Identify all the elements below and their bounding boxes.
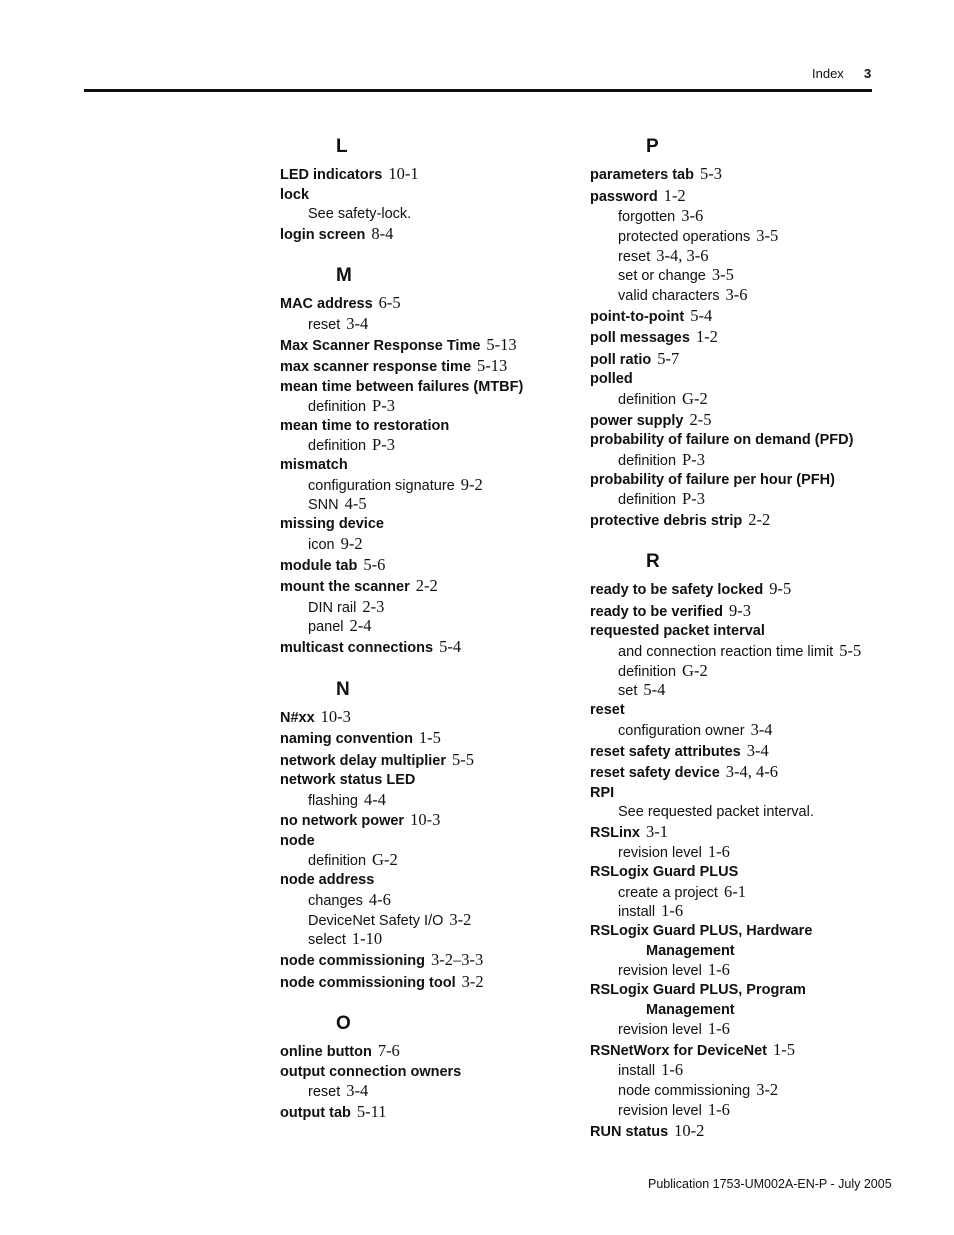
sub-entry xyxy=(590,843,890,863)
entry-term: probability of failure on demand (PFD) xyxy=(590,432,854,449)
entry-term: lock xyxy=(280,186,310,203)
index-entry xyxy=(590,784,890,804)
sub-entry-text: changes xyxy=(308,892,363,909)
sub-entry xyxy=(280,397,570,417)
entry-pages: 5-13 xyxy=(486,334,517,354)
entry-term: output connection owners xyxy=(280,1063,462,1080)
sub-entry-pages: 4-4 xyxy=(363,789,386,809)
entry-pages: 10-1 xyxy=(388,164,419,183)
entry-pages: 7-6 xyxy=(377,1041,400,1061)
entry-term: online button xyxy=(280,1044,372,1061)
sub-entry xyxy=(280,911,570,931)
entry-pages: 5-11 xyxy=(356,1101,387,1121)
sub-entry xyxy=(590,721,890,741)
sub-entry-pages: 2-3 xyxy=(362,596,385,616)
sub-entry xyxy=(590,451,890,471)
index-entry xyxy=(590,186,890,208)
entry-pages: 3-1 xyxy=(645,821,668,841)
entry-pages: 5-13 xyxy=(477,356,508,376)
index-entry xyxy=(590,510,890,532)
publication-footer: Publication 1753-UM002A-EN-P - July 2005 xyxy=(648,1177,892,1191)
section-letter: N xyxy=(336,678,350,700)
entry-term-continued: Management xyxy=(646,942,735,959)
entry-term: reset xyxy=(590,702,625,719)
entry-term: output tab xyxy=(280,1104,351,1121)
entry-term: RSLinx xyxy=(590,824,640,841)
index-entry xyxy=(590,741,890,763)
sub-entry-text: definition xyxy=(618,452,677,469)
entry-pages: 3-4, 4-6 xyxy=(725,762,779,782)
entry-pages: 1-5 xyxy=(418,728,441,748)
header-rule xyxy=(84,89,872,92)
index-entry xyxy=(590,1121,890,1143)
entry-term: missing device xyxy=(280,516,384,533)
sub-entry-pages: 3-4 xyxy=(346,1081,369,1101)
index-entry xyxy=(590,981,890,1001)
sub-entry-text: definition xyxy=(308,399,367,416)
entry-pages: 1-2 xyxy=(663,185,686,205)
sub-entry-text: reset xyxy=(308,316,341,333)
sub-entry-pages: 1-10 xyxy=(351,929,383,949)
sub-entry-pages: 6-1 xyxy=(723,881,746,901)
entry-pages: 3-4 xyxy=(746,740,769,760)
entry-term: mean time between failures (MTBF) xyxy=(280,378,524,395)
sub-entry xyxy=(590,1061,890,1081)
sub-entry-text: protected operations xyxy=(618,228,751,245)
sub-entry xyxy=(280,598,570,618)
sub-entry xyxy=(590,1101,890,1121)
entry-term-continued: Management xyxy=(646,1001,735,1018)
index-entry xyxy=(280,186,570,206)
sub-entry xyxy=(590,286,890,306)
entry-term: no network power xyxy=(280,813,405,830)
index-entry xyxy=(280,356,570,378)
entry-term: RSLogix Guard PLUS xyxy=(590,864,739,881)
sub-entry-text: SNN xyxy=(308,497,339,514)
sub-entry xyxy=(590,227,890,247)
sub-entry-text: flashing xyxy=(308,792,358,809)
sub-entry xyxy=(590,902,890,922)
entry-term: RSLogix Guard PLUS, Program xyxy=(590,982,806,999)
sub-entry-pages: 4-6 xyxy=(368,889,391,909)
sub-entry xyxy=(280,930,570,950)
entry-term: probability of failure per hour (PFH) xyxy=(590,471,835,488)
sub-entry-text: set xyxy=(618,683,638,700)
sub-entry xyxy=(590,961,890,981)
entry-term: network delay multiplier xyxy=(280,752,446,769)
section-letter: M xyxy=(336,265,352,287)
sub-entry-pages: G-2 xyxy=(372,850,398,870)
sub-entry xyxy=(590,681,890,701)
sub-entry-text: DeviceNet Safety I/O xyxy=(308,912,444,929)
index-entry xyxy=(280,771,570,791)
sub-entry-pages: P-3 xyxy=(372,396,395,416)
sub-entry xyxy=(590,1020,890,1040)
entry-term: reset safety device xyxy=(590,765,720,782)
index-entry xyxy=(590,164,890,186)
sub-entry-pages: 3-4 xyxy=(346,313,369,333)
sub-entry-pages: 1-6 xyxy=(707,1019,730,1039)
index-entry xyxy=(280,555,570,577)
sub-entry-text: node commissioning xyxy=(618,1083,751,1100)
entry-pages: 6-5 xyxy=(378,293,401,313)
sub-entry-text: valid characters xyxy=(618,288,720,305)
sub-entry xyxy=(590,490,890,510)
sub-entry xyxy=(280,1082,570,1102)
index-entry xyxy=(280,832,570,852)
sub-entry xyxy=(590,803,890,822)
entry-term: mismatch xyxy=(280,457,348,474)
sub-entry-text: definition xyxy=(618,391,677,408)
index-entry xyxy=(590,601,890,623)
sub-entry-pages: 9-2 xyxy=(340,533,363,553)
entry-pages: 9-5 xyxy=(769,579,792,599)
entry-term: N#xx xyxy=(280,709,315,726)
sub-entry-text: revision level xyxy=(618,1102,702,1119)
entry-term: node commissioning xyxy=(280,953,426,970)
index-entry xyxy=(590,701,890,721)
sub-entry xyxy=(280,535,570,555)
entry-term: node xyxy=(280,832,315,849)
index-entry xyxy=(280,378,570,398)
index-entry xyxy=(590,622,890,642)
sub-entry-pages: P-3 xyxy=(372,435,395,455)
sub-entry-text: definition xyxy=(308,853,367,870)
index-section xyxy=(280,263,570,658)
sub-entry-pages: 1-6 xyxy=(707,960,730,980)
entry-term: login screen xyxy=(280,226,366,243)
index-entry xyxy=(280,950,570,972)
index-section xyxy=(590,134,890,531)
entry-pages: 8-4 xyxy=(371,223,394,243)
entry-term: protective debris strip xyxy=(590,512,743,529)
index-entry xyxy=(280,1102,570,1124)
sub-entry-text: and connection reaction time limit xyxy=(618,643,834,660)
sub-entry-pages: 3-4 xyxy=(750,719,773,739)
sub-entry xyxy=(590,1081,890,1101)
index-column-left xyxy=(280,134,570,1141)
sub-entry-text: configuration owner xyxy=(618,722,745,739)
entry-term: module tab xyxy=(280,557,358,574)
index-entry xyxy=(280,164,570,186)
section-letter: R xyxy=(646,551,660,573)
sub-entry-pages: 3-6 xyxy=(681,206,704,225)
entry-pages: 1-2 xyxy=(695,327,718,347)
section-letter: P xyxy=(646,136,659,157)
entry-term: polled xyxy=(590,371,633,388)
sub-entry-text: forgotten xyxy=(618,209,676,225)
index-entry xyxy=(590,922,890,942)
entry-term: LED indicators xyxy=(280,167,383,183)
entry-pages: 10-2 xyxy=(674,1120,705,1140)
index-entry xyxy=(590,762,890,784)
sub-entry-text: definition xyxy=(618,492,677,509)
index-entry xyxy=(590,579,890,601)
index-entry xyxy=(280,515,570,535)
index-entry xyxy=(590,410,890,432)
index-entry xyxy=(280,707,570,729)
sub-entry xyxy=(590,390,890,410)
sub-entry-pages: 5-5 xyxy=(839,640,862,660)
entry-term: node commissioning tool xyxy=(280,974,456,991)
index-entry xyxy=(280,417,570,437)
index-entry xyxy=(280,1063,570,1083)
sub-entry-pages: 3-2 xyxy=(449,909,472,929)
entry-term: ready to be safety locked xyxy=(590,582,764,599)
sub-entry-text: reset xyxy=(618,248,651,265)
entry-term: Max Scanner Response Time xyxy=(280,337,481,354)
sub-entry xyxy=(280,205,570,224)
sub-entry-text: panel xyxy=(308,619,344,636)
entry-pages: 2-5 xyxy=(689,409,712,429)
index-entry xyxy=(590,863,890,883)
section-letter: L xyxy=(336,136,348,157)
sub-entry xyxy=(590,883,890,903)
sub-entry xyxy=(590,642,890,662)
sub-entry xyxy=(280,791,570,811)
entry-pages: 1-5 xyxy=(773,1039,796,1059)
entry-pages: 5-4 xyxy=(690,305,713,325)
index-entry xyxy=(280,293,570,315)
sub-entry-pages: 9-2 xyxy=(460,474,483,494)
section-letter: O xyxy=(336,1013,351,1035)
sub-entry xyxy=(280,315,570,335)
sub-entry-pages: 1-6 xyxy=(707,1099,730,1119)
index-section xyxy=(280,134,570,245)
index-entry xyxy=(280,871,570,891)
sub-entry-text: DIN rail xyxy=(308,599,357,616)
sub-entry xyxy=(590,266,890,286)
sub-entry-text: set or change xyxy=(618,268,706,285)
entry-pages: 9-3 xyxy=(728,600,751,620)
index-entry xyxy=(280,810,570,832)
entry-term: max scanner response time xyxy=(280,359,472,376)
sub-entry-text: select xyxy=(308,932,346,949)
sub-entry-text: definition xyxy=(618,663,677,680)
entry-term: point-to-point xyxy=(590,308,685,325)
entry-term: parameters tab xyxy=(590,167,694,183)
entry-term: requested packet interval xyxy=(590,623,765,640)
sub-entry xyxy=(280,476,570,496)
index-entry xyxy=(590,370,890,390)
entry-pages: 5-3 xyxy=(699,164,722,183)
entry-term: mount the scanner xyxy=(280,579,410,596)
sub-entry-pages: 3-4, 3-6 xyxy=(656,245,709,265)
sub-entry-text: revision level xyxy=(618,845,702,862)
entry-term: mean time to restoration xyxy=(280,417,450,434)
sub-entry-pages: 3-5 xyxy=(711,265,734,285)
entry-pages: 3-2–3-3 xyxy=(431,950,484,970)
entry-term: network status LED xyxy=(280,772,416,789)
index-entry xyxy=(280,335,570,357)
sub-entry xyxy=(280,495,570,515)
index-entry xyxy=(590,431,890,451)
sub-entry-pages: 5-4 xyxy=(643,680,666,700)
index-entry xyxy=(280,728,570,750)
entry-pages: 2-2 xyxy=(415,576,438,596)
entry-pages: 5-6 xyxy=(363,554,386,574)
sub-entry-text: icon xyxy=(308,536,335,553)
entry-pages: 2-2 xyxy=(748,509,771,529)
entry-pages: 5-7 xyxy=(657,348,680,368)
index-entry xyxy=(590,306,890,328)
sub-entry xyxy=(280,436,570,456)
sub-entry-pages: 4-5 xyxy=(344,494,367,514)
index-section xyxy=(590,549,890,1142)
sub-entry xyxy=(590,247,890,267)
entry-term: RPI xyxy=(590,784,615,801)
sub-entry-pages: 1-6 xyxy=(661,1060,684,1080)
index-entry xyxy=(280,1041,570,1063)
entry-term: reset safety attributes xyxy=(590,743,741,760)
entry-pages: 10-3 xyxy=(410,810,441,830)
entry-pages: 10-3 xyxy=(320,706,351,726)
index-entry xyxy=(280,576,570,598)
index-column-right xyxy=(590,134,890,1160)
sub-entry-pages: P-3 xyxy=(682,489,705,509)
index-entry xyxy=(590,1040,890,1062)
entry-pages: 3-2 xyxy=(461,971,484,991)
sub-entry-pages: 3-5 xyxy=(756,225,779,245)
sub-entry-text: create a project xyxy=(618,884,718,901)
sub-entry xyxy=(280,891,570,911)
sub-entry-text: See requested packet interval. xyxy=(618,804,814,821)
sub-entry-pages: 1-6 xyxy=(707,842,730,862)
sub-entry-pages: P-3 xyxy=(682,449,705,469)
sub-entry-text: configuration signature xyxy=(308,477,455,494)
entry-term: RSNetWorx for DeviceNet xyxy=(590,1042,768,1059)
sub-entry-pages: 3-2 xyxy=(756,1080,779,1100)
sub-entry-pages: G-2 xyxy=(682,388,708,408)
sub-entry xyxy=(590,207,890,227)
entry-pages: 5-4 xyxy=(439,637,462,657)
sub-entry-pages: G-2 xyxy=(682,660,708,680)
entry-term: RUN status xyxy=(590,1123,669,1140)
sub-entry xyxy=(280,851,570,871)
entry-term: node address xyxy=(280,872,375,889)
entry-term: naming convention xyxy=(280,731,413,748)
index-section xyxy=(280,677,570,993)
entry-term: RSLogix Guard PLUS, Hardware xyxy=(590,923,813,940)
entry-term: ready to be verified xyxy=(590,603,723,620)
entry-term: power supply xyxy=(590,412,684,429)
sub-entry-text: install xyxy=(618,904,656,921)
sub-entry-text: revision level xyxy=(618,963,702,980)
entry-pages: 5-5 xyxy=(452,749,474,769)
header-page-number: 3 xyxy=(864,66,872,81)
index-section xyxy=(280,1011,570,1123)
index-entry xyxy=(280,637,570,659)
sub-entry xyxy=(590,662,890,682)
sub-entry xyxy=(280,617,570,637)
sub-entry-pages: 2-4 xyxy=(349,616,372,636)
sub-entry-text: reset xyxy=(308,1084,341,1101)
index-entry xyxy=(280,224,570,246)
entry-term: password xyxy=(590,188,658,205)
entry-term: multicast connections xyxy=(280,640,434,657)
index-entry xyxy=(280,750,570,772)
sub-entry-text: revision level xyxy=(618,1022,702,1039)
index-entry xyxy=(280,456,570,476)
entry-term: MAC address xyxy=(280,296,373,313)
sub-entry-text: definition xyxy=(308,438,367,455)
entry-term: poll ratio xyxy=(590,351,652,368)
sub-entry-pages: 1-6 xyxy=(661,901,684,921)
index-entry xyxy=(590,349,890,371)
index-entry xyxy=(590,471,890,491)
entry-term: poll messages xyxy=(590,330,690,347)
index-entry xyxy=(280,972,570,994)
index-entry xyxy=(590,327,890,349)
header-label: Index xyxy=(812,66,844,81)
index-entry xyxy=(590,822,890,844)
sub-entry-text: See safety-lock. xyxy=(308,206,412,222)
sub-entry-text: install xyxy=(618,1063,656,1080)
sub-entry-pages: 3-6 xyxy=(725,285,748,305)
